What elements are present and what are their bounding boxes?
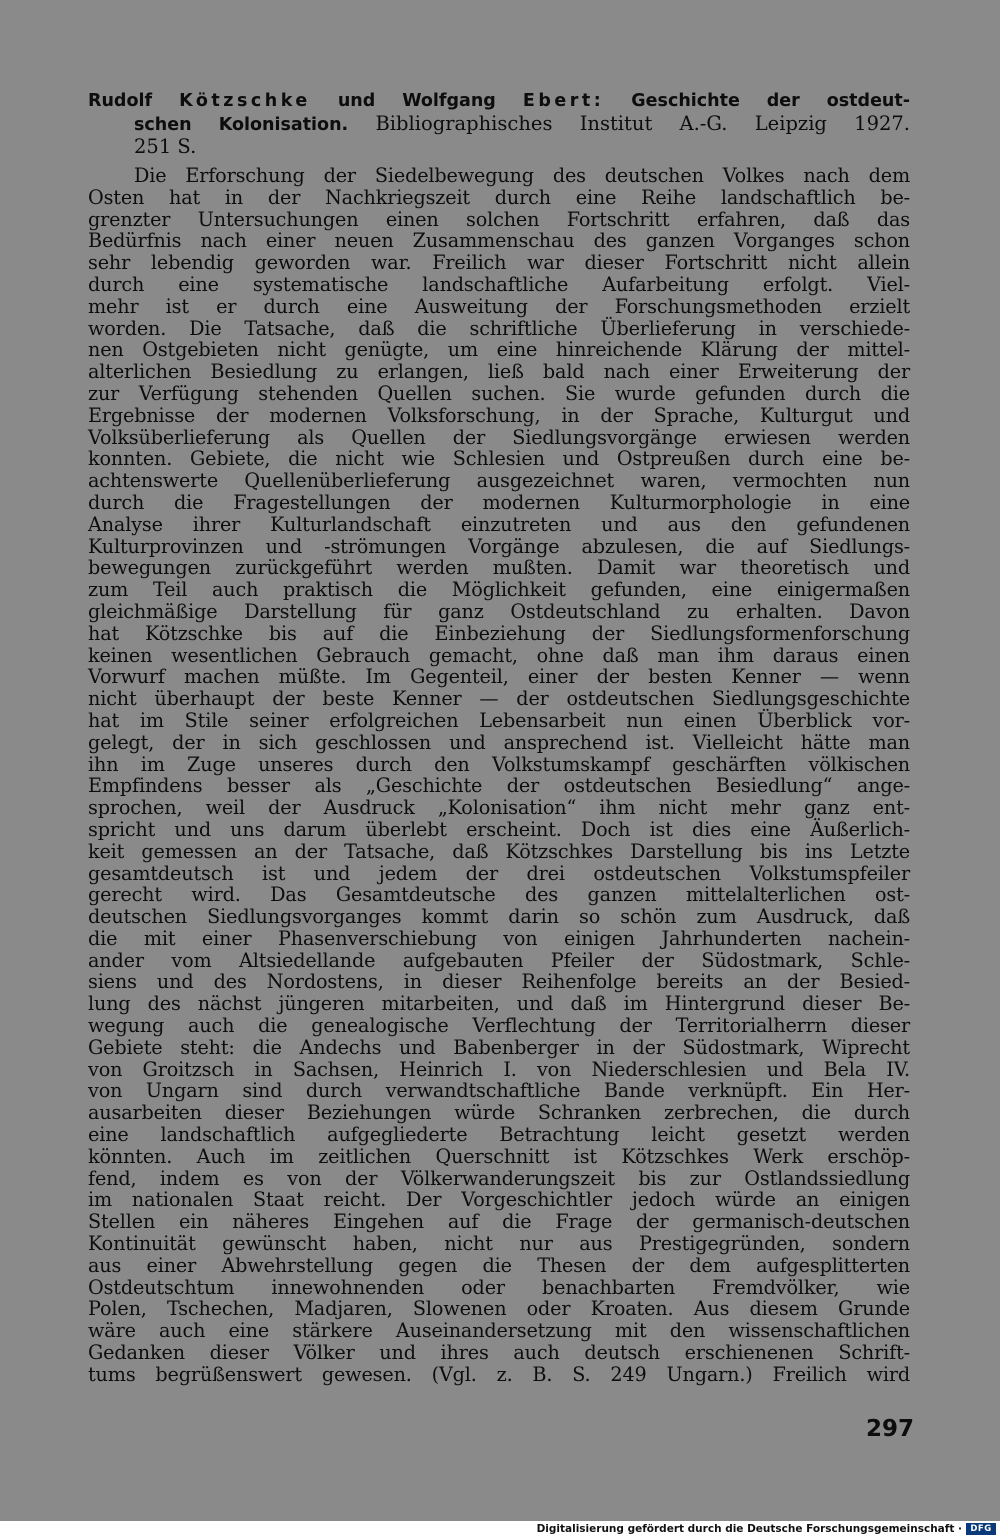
text-line: Gebiete steht: die Andechs und Babenberger in der Südostmark, Wiprecht bbox=[88, 1035, 910, 1059]
text-line: ander vom Altsiedellande aufgebauten Pfeiler der Südostmark, Schle- bbox=[88, 948, 910, 972]
text-line: achtenswerte Quellenüberlieferung ausgezeichnet waren, vermochten nun bbox=[88, 469, 910, 493]
text-line: gleichmäßige Darstellung für ganz Ostdeutschland zu erhalten. Davon bbox=[88, 599, 910, 623]
text-line: ihn im Zuge unseres durch den Volkstumskampf geschärften völkischen bbox=[88, 752, 910, 776]
text-line: gesamtdeutsch ist und jedem der drei ostdeutschen Volkstumspfeiler bbox=[88, 861, 910, 885]
text-line: keinen wesentlichen Gebrauch gemacht, ohne daß man ihm daraus einen bbox=[88, 643, 910, 667]
text-line: nen Ostgebieten nicht genügte, um eine hinreichende Klärung der mittel- bbox=[88, 338, 910, 362]
text-line: gerecht wird. Das Gesamtdeutsche des ganzen mittelalterlichen ost- bbox=[88, 883, 910, 907]
text-line: zur Verfügung stehenden Quellen suchen. Sie wurde gefunden durch die bbox=[88, 381, 910, 405]
text-line: konnten. Gebiete, die nicht wie Schlesien und Ostpreußen durch eine be- bbox=[88, 447, 910, 471]
text-line: worden. Die Tatsache, daß die schriftliche Überlieferung in verschiede- bbox=[88, 316, 910, 340]
text-line: könnten. Auch im zeitlichen Querschnitt ist Kötzschkes Werk erschöp- bbox=[88, 1144, 910, 1168]
text-line: durch eine systematische landschaftliche Aufarbeitung erfolgt. Viel- bbox=[88, 272, 910, 296]
text-line: Die Erforschung der Siedelbewegung des deutschen Volkes nach dem bbox=[134, 164, 910, 187]
text-line: zum Teil auch praktisch die Möglichkeit gefunden, eine einigermaßen bbox=[88, 578, 910, 602]
text-line: Vorwurf machen müßte. Im Gegenteil, einer der besten Kenner — wenn bbox=[88, 665, 910, 689]
author-connector: und Wolfgang bbox=[337, 91, 496, 111]
page-count: 251 S. bbox=[134, 135, 197, 158]
citation-header bbox=[88, 89, 910, 158]
text-line: fend, indem es von der Völkerwanderungszeit bis zur Ostlandssiedlung bbox=[88, 1166, 910, 1190]
text-line: Polen, Tschechen, Madjaren, Slowenen oder Kroaten. Aus diesem Grunde bbox=[88, 1297, 910, 1321]
text-line: Osten hat in der Nachkriegszeit durch eine Reihe landschaftlich be- bbox=[88, 185, 910, 209]
text-line: Kontinuität gewünscht haben, nicht nur aus Prestigegründen, sondern bbox=[88, 1232, 910, 1256]
text-line: Ostdeutschtum innewohnenden oder benachbarten Fremdvölker, wie bbox=[88, 1275, 910, 1299]
text-line: ausarbeiten dieser Beziehungen würde Schranken zerbrechen, die durch bbox=[88, 1101, 910, 1125]
text-line: Empfindens besser als „Geschichte der ostdeutschen Besiedlung“ ange- bbox=[88, 774, 910, 798]
author-first-name: Rudolf bbox=[88, 91, 153, 111]
text-line: eine landschaftlich aufgegliederte Betrachtung leicht gesetzt werden bbox=[88, 1123, 910, 1147]
text-line: im nationalen Staat reicht. Der Vorgeschichtler jedoch würde an einigen bbox=[88, 1188, 910, 1212]
text-line: lung des nächst jüngeren mitarbeiten, und daß im Hintergrund dieser Be- bbox=[88, 992, 910, 1016]
text-line: sehr lebendig geworden war. Freilich war dieser Fortschritt nicht allein bbox=[88, 251, 910, 275]
text-line: keit gemessen an der Tatsache, daß Kötzschkes Darstellung bis ins Letzte bbox=[88, 839, 910, 863]
text-line: tums begrüßenswert gewesen. (Vgl. z. B. S. 249 Ungarn.) Freilich wird bbox=[88, 1362, 910, 1386]
citation-line-2 bbox=[88, 113, 910, 137]
text-line: Kulturprovinzen und -strömungen Vorgänge abzulesen, die auf Siedlungs- bbox=[88, 534, 910, 558]
text-line: alterlichen Besiedlung zu erlangen, ließ bald nach einer Erweiterung der bbox=[88, 360, 910, 384]
citation-line-3 bbox=[88, 136, 910, 158]
text-line: sprochen, weil der Ausdruck „Kolonisation“ ihm nicht mehr ganz ent- bbox=[88, 796, 910, 820]
text-line: Volksüberlieferung als Quellen der Siedlungsvorgänge erwiesen werden bbox=[88, 425, 910, 449]
book-title-part-1: Geschichte der ostdeut- bbox=[631, 91, 911, 111]
text-line: aus einer Abwehrstellung gegen die Thesen der dem aufgesplitterten bbox=[88, 1253, 910, 1277]
text-line: Analyse ihrer Kulturlandschaft einzutreten und aus den gefundenen bbox=[88, 512, 910, 536]
text-line: Bedürfnis nach einer neuen Zusammenschau des ganzen Vorganges schon bbox=[88, 229, 910, 253]
text-line: bewegungen zurückgeführt werden mußten. Damit war theoretisch und bbox=[88, 556, 910, 580]
text-line: die mit einer Phasenverschiebung von einigen Jahrhunderten nachein- bbox=[88, 926, 910, 950]
text-line: nicht überhaupt der beste Kenner — der ostdeutschen Siedlungsgeschichte bbox=[88, 687, 910, 711]
text-line: wäre auch eine stärkere Auseinandersetzung mit den wissenschaftlichen bbox=[88, 1319, 910, 1343]
author-surname-1: Kötzschke bbox=[179, 91, 311, 111]
text-line: durch die Fragestellungen der modernen Kulturmorphologie in eine bbox=[88, 490, 910, 514]
text-line: deutschen Siedlungsvorganges kommt darin so schön zum Ausdruck, daß bbox=[88, 905, 910, 929]
text-line: von Groitzsch in Sachsen, Heinrich I. von Niederschlesien und Bela IV. bbox=[88, 1057, 910, 1081]
page-number: 297 bbox=[866, 1416, 915, 1442]
digitization-footer bbox=[0, 1521, 1000, 1538]
text-line: hat im Stile seiner erfolgreichen Lebensarbeit nun einen Überblick vor- bbox=[88, 708, 910, 732]
text-line: von Ungarn sind durch verwandtschaftliche Bande verknüpft. Ein Her- bbox=[88, 1079, 910, 1103]
text-line: gelegt, der in sich geschlossen und ansprechend ist. Vielleicht hätte man bbox=[88, 730, 910, 754]
text-line: siens und des Nordostens, in dieser Reihenfolge bereits an der Besied- bbox=[88, 970, 910, 994]
dfg-logo-icon: DFG bbox=[966, 1523, 996, 1535]
text-line: Gedanken dieser Völker und ihres auch deutsch erschienenen Schrift- bbox=[88, 1341, 910, 1365]
citation-line-1 bbox=[88, 89, 910, 113]
book-title-part-2: schen Kolonisation. bbox=[134, 114, 349, 135]
text-line: hat Kötzschke bis auf die Einbeziehung der Siedlungsformenforschung bbox=[88, 621, 910, 645]
review-body bbox=[88, 165, 910, 1386]
footer-credit: Digitalisierung gefördert durch die Deutsche Forschungsgemeinschaft · bbox=[536, 1523, 962, 1535]
publisher-info: Bibliographisches Institut A.-G. Leipzig 1927. bbox=[375, 111, 910, 135]
text-line: spricht und uns darum überlebt erscheint. Doch ist dies eine Äußerlich- bbox=[88, 817, 910, 841]
text-line: mehr ist er durch eine Ausweitung der Forschungsmethoden erzielt bbox=[88, 294, 910, 318]
text-line: Stellen ein näheres Eingehen auf die Frage der germanisch-deutschen bbox=[88, 1210, 910, 1234]
text-line: grenzter Untersuchungen einen solchen Fortschritt erfahren, daß das bbox=[88, 207, 910, 231]
author-surname-2: Ebert: bbox=[522, 91, 605, 111]
text-line: Ergebnisse der modernen Volksforschung, in der Sprache, Kulturgut und bbox=[88, 403, 910, 427]
text-line: wegung auch die genealogische Verflechtung der Territorialherrn dieser bbox=[88, 1014, 910, 1038]
